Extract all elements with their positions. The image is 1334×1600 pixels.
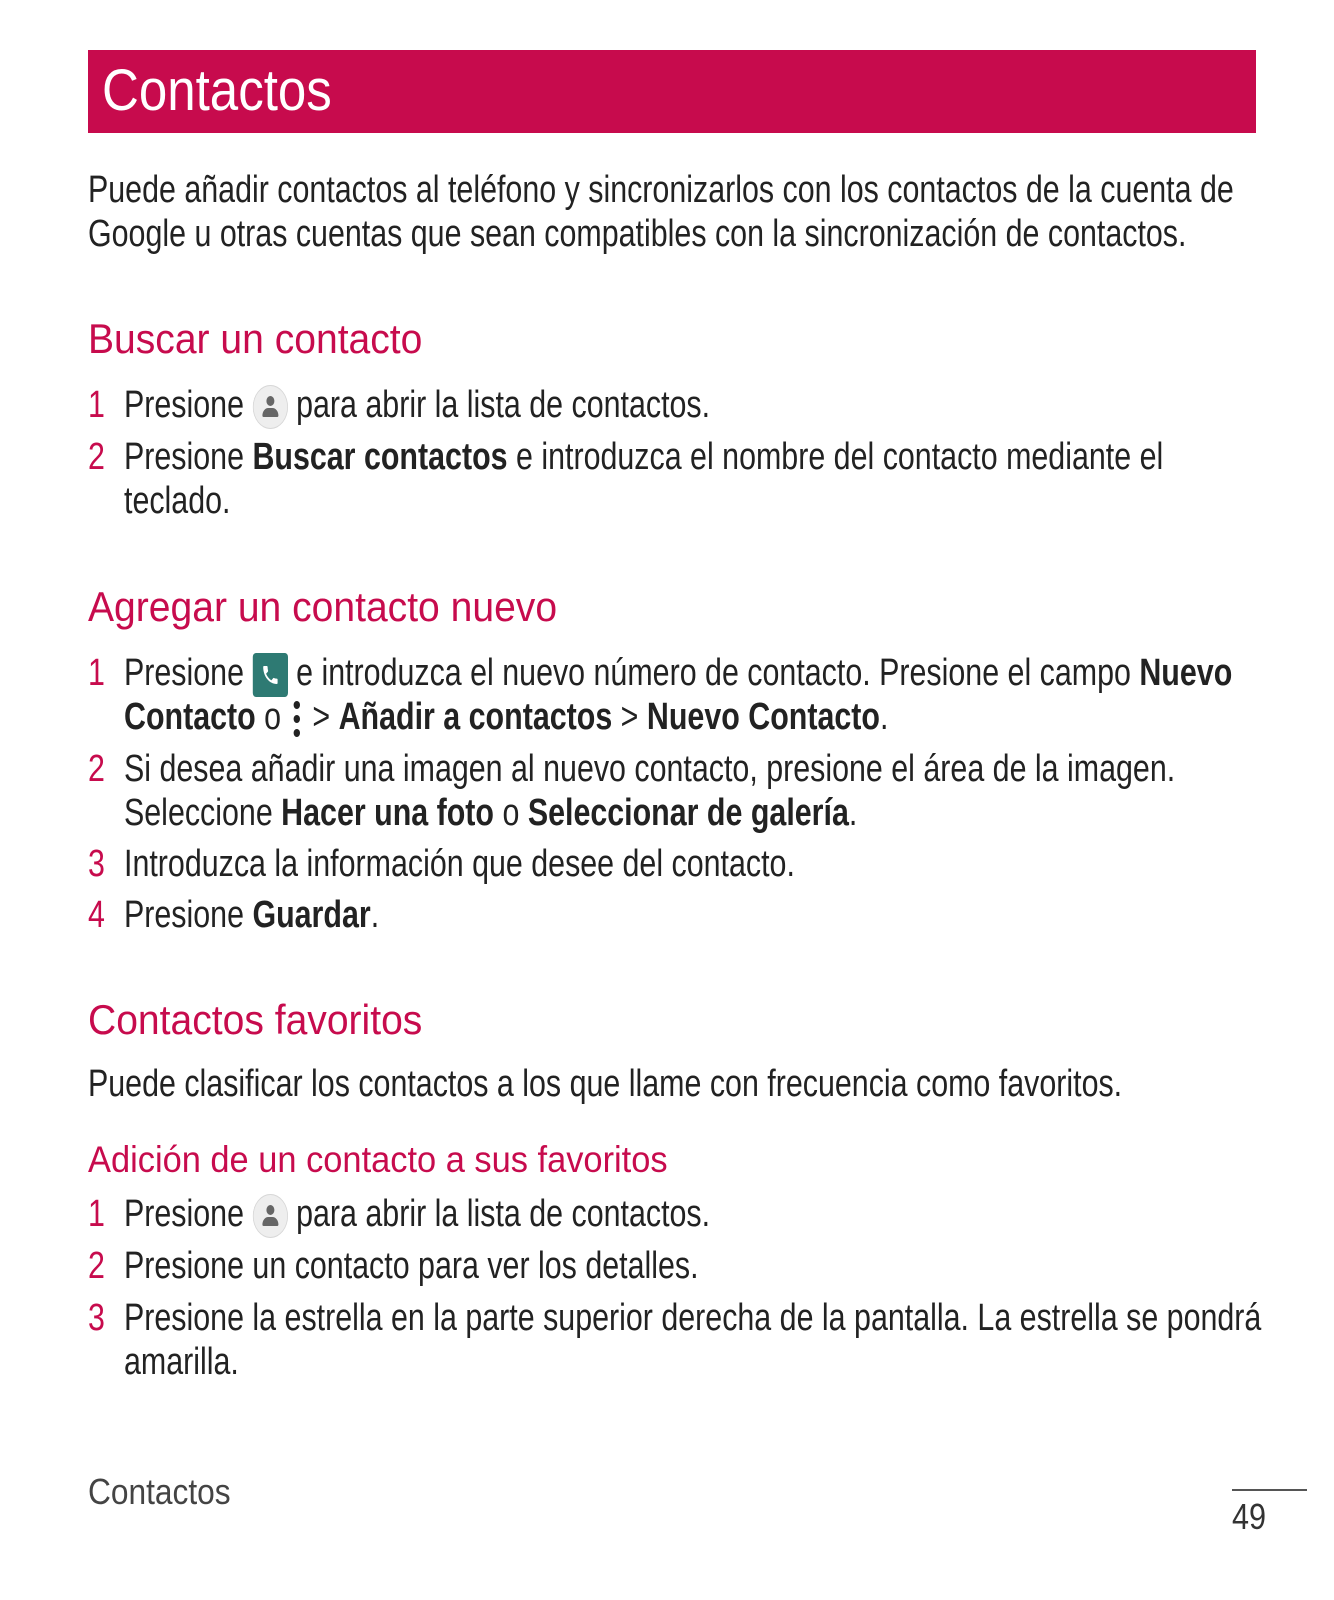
step-text: Presione xyxy=(124,652,244,694)
search-step-1 xyxy=(124,383,710,429)
fav-step-3-cont: amarilla. xyxy=(124,1341,239,1383)
ui-term-nuevo-contacto: Nuevo Contacto xyxy=(646,696,880,738)
step-number: 3 xyxy=(88,843,105,885)
step-text: e introduzca el nombre del contacto mediante el xyxy=(507,436,1164,478)
fav-step-2: Presione un contacto para ver los detalles. xyxy=(124,1245,699,1287)
page-number: 49 xyxy=(1232,1496,1267,1537)
section-heading-favorites: Contactos favoritos xyxy=(88,996,423,1043)
intro-line-2: Google u otras cuentas que sean compatibles con la sincronización de contactos. xyxy=(88,213,1187,255)
step-text: Presione xyxy=(124,384,244,426)
add-step-2: Si desea añadir una imagen al nuevo contacto, presione el área de la imagen. xyxy=(124,748,1176,790)
contacts-icon xyxy=(252,385,287,429)
intro-line-1: Puede añadir contactos al teléfono y sincronizarlos con los contactos de la cuenta de xyxy=(88,169,1234,211)
step-text: para abrir la lista de contactos. xyxy=(296,384,711,426)
section-heading-search: Buscar un contacto xyxy=(88,315,423,362)
step-number: 2 xyxy=(88,436,105,478)
ui-term-hacer-una-foto: Hacer una foto xyxy=(281,792,495,834)
ui-term-seleccionar-de-galeria: Seleccionar de galería xyxy=(527,792,849,834)
search-step-2 xyxy=(124,435,1163,479)
section-heading-add: Agregar un contacto nuevo xyxy=(88,583,558,630)
step-text: e introduzca el nuevo número de contacto. Presione el campo xyxy=(296,652,1140,694)
favorites-intro: Puede clasificar los contactos a los que llame con frecuencia como favoritos. xyxy=(88,1063,1123,1105)
step-number: 1 xyxy=(88,652,105,694)
ui-term-guardar: Guardar xyxy=(252,894,371,936)
add-step-1 xyxy=(124,651,1232,697)
step-text: para abrir la lista de contactos. xyxy=(296,1193,711,1235)
step-text: > xyxy=(303,696,339,738)
add-step-3: Introduzca la información que desee del contacto. xyxy=(124,843,795,885)
step-text: Presione xyxy=(124,436,253,478)
ui-term-buscar-contactos: Buscar contactos xyxy=(252,436,508,478)
step-number: 1 xyxy=(88,1193,105,1235)
ui-term-anadir-a-contactos: Añadir a contactos xyxy=(338,696,613,738)
step-text: > xyxy=(612,696,647,738)
footer-divider xyxy=(1232,1489,1307,1491)
page-title: Contactos xyxy=(102,58,332,123)
step-text: . xyxy=(370,894,380,936)
step-text: . xyxy=(879,696,889,738)
add-step-4 xyxy=(124,893,379,937)
contacts-icon xyxy=(252,1194,287,1238)
step-text: o xyxy=(494,792,528,834)
fav-step-1 xyxy=(124,1192,710,1238)
add-step-2-cont xyxy=(124,791,857,835)
step-text: o xyxy=(255,696,290,738)
footer-section-label: Contactos xyxy=(88,1471,231,1512)
step-number: 2 xyxy=(88,1245,105,1287)
more-vert-icon xyxy=(290,699,304,739)
phone-icon xyxy=(252,653,287,697)
ui-term-nuevo: Nuevo xyxy=(1139,652,1233,694)
step-text: Presione xyxy=(124,1193,244,1235)
step-number: 3 xyxy=(88,1297,105,1339)
fav-step-3: Presione la estrella en la parte superior derecha de la pantalla. La estrella se pondrá xyxy=(124,1297,1262,1339)
step-text: Presione xyxy=(124,894,253,936)
ui-term-contacto: Contacto xyxy=(124,696,256,738)
add-step-1-cont xyxy=(124,695,888,739)
search-step-2-cont: teclado. xyxy=(124,480,231,522)
step-number: 1 xyxy=(88,384,105,426)
step-text: . xyxy=(848,792,858,834)
step-text: Seleccione xyxy=(124,792,282,834)
step-number: 2 xyxy=(88,748,105,790)
subheading-add-favorite: Adición de un contacto a sus favoritos xyxy=(88,1139,668,1180)
step-number: 4 xyxy=(88,894,105,936)
title-bar xyxy=(88,50,1256,133)
